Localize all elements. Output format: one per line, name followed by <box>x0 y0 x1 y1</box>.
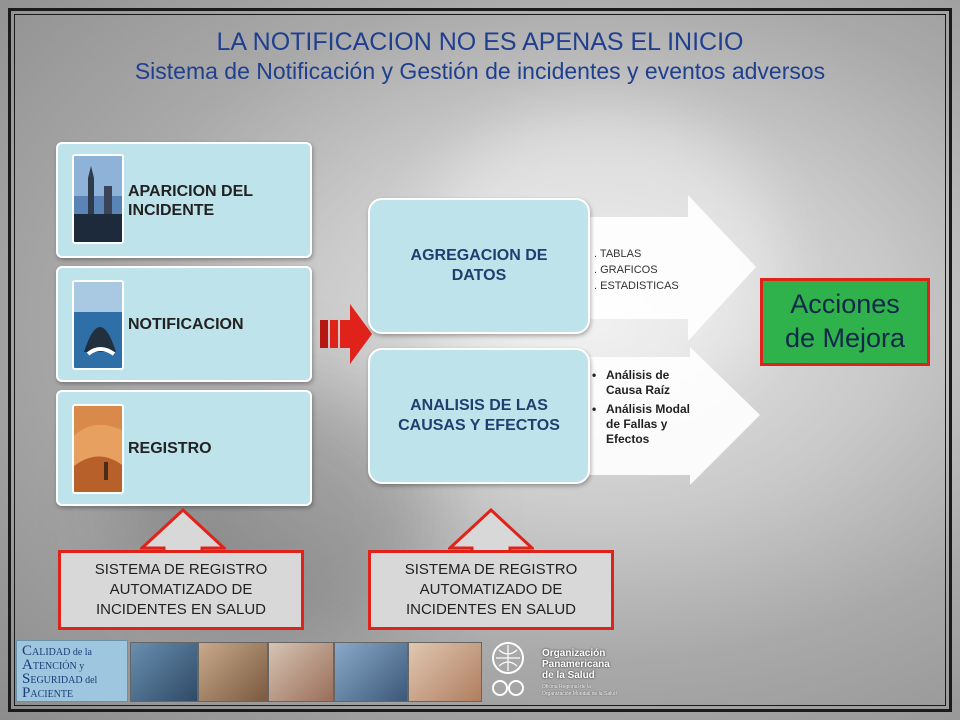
banner-photo <box>268 642 334 702</box>
system-box-line: INCIDENTES EN SALUD <box>405 601 577 619</box>
step-aparicion-label: APARICION DEL INCIDENTE <box>128 183 253 219</box>
step-registro-label: REGISTRO <box>128 440 212 457</box>
result-line: Acciones <box>790 289 900 320</box>
city-photo-icon <box>72 154 124 244</box>
step-notificacion <box>56 266 312 382</box>
program-logo: CALIDAD de la ATENCIÓN y SEGURIDAD del PACIENTE <box>16 640 128 702</box>
desert-photo-icon <box>72 404 124 494</box>
org-subtitle <box>542 684 617 698</box>
org-sub-line: Organización Mundial de la Salud <box>542 691 617 697</box>
result-line: de Mejora <box>784 323 906 353</box>
list-item: • Análisis de Causa Raíz <box>592 368 692 398</box>
banner-photo <box>334 642 408 702</box>
org-name <box>542 648 610 681</box>
banner-photo <box>408 642 482 702</box>
org-name-line: de la Salud <box>542 670 595 681</box>
list-item: . TABLAS <box>594 248 642 260</box>
system-box-line: AUTOMATIZADO DE <box>419 580 563 598</box>
org-sub-line: Oficina Regional de la <box>542 684 591 690</box>
system-box-left <box>58 550 304 630</box>
page-title: LA NOTIFICACION NO ES APENAS EL INICIO <box>216 28 744 56</box>
system-box-line: AUTOMATIZADO DE <box>109 580 253 598</box>
page-subtitle: Sistema de Notificación y Gestión de incidentes y eventos adversos <box>134 58 826 84</box>
up-arrow-icon <box>448 508 534 554</box>
step-registro <box>56 390 312 506</box>
system-box-line: SISTEMA DE REGISTRO <box>94 560 268 578</box>
banner-photo <box>198 642 268 702</box>
system-box-line: SISTEMA DE REGISTRO <box>404 560 578 578</box>
step-agregacion: AGREGACION DE DATOS <box>368 198 590 334</box>
flow-arrow-icon <box>318 300 374 368</box>
paho-emblem-icon <box>488 640 528 702</box>
list-item: . ESTADISTICAS <box>594 280 679 292</box>
acciones-de-mejora <box>760 278 930 366</box>
org-name-line: Organización <box>542 648 606 659</box>
step-analisis: ANALISIS DE LAS CAUSAS Y EFECTOS <box>368 348 590 484</box>
aggregation-list <box>594 246 679 294</box>
system-box-line: INCIDENTES EN SALUD <box>95 601 267 619</box>
whale-photo-icon <box>72 280 124 370</box>
step-notificacion-label: NOTIFICACION <box>128 316 244 333</box>
banner-photo <box>130 642 198 702</box>
step-aparicion <box>56 142 312 258</box>
org-name-line: Panamericana <box>542 659 610 670</box>
system-box-right <box>368 550 614 630</box>
list-item: . GRAFICOS <box>594 264 658 276</box>
list-item: • Análisis Modal de Fallas y Efectos <box>592 402 692 447</box>
analysis-list <box>592 368 692 451</box>
up-arrow-icon <box>140 508 226 554</box>
